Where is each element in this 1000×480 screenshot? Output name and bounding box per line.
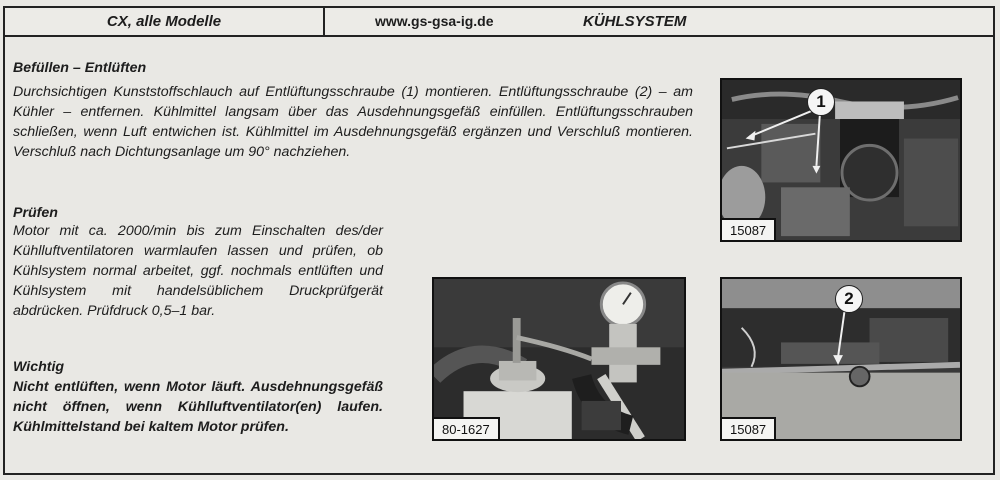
important-text: Nicht entlüften, wenn Motor läuft. Ausdehnungsgefäß nicht öffnen, wenn Kühlluftventilator(en) laufen. Kühlmittelstand bei kaltem Motor prüfen. [13,379,383,435]
engine-photo-illustration [722,80,960,240]
radiator-bleed-screw-photo [720,277,962,441]
fill-text: Durchsichtigen Kunststoffschlauch auf Entlüftungsschraube (1) montieren. Entlüftungsschraube (2) – am Kühler – entfernen. Kühlmittel langsam über das Ausdehnungsgefäß einfüllen. Entlüftungsschrauben schließen, wenn Luft entwichen ist. Kühlmittel im Ausdehnungsgefäß ergänzen und Verschluß montieren. Verschluß nach Dichtungsanlage um 90° nachziehen. [13,84,693,160]
photo-number-label: 80-1627 [434,417,500,439]
photo-number-label: 15087 [722,417,776,439]
check-text: Motor mit ca. 2000/min bis zum Einschalten des/der Kühlluftventilatoren warmlaufen lassen und prüfen, ob Kühlsystem normal arbeitet, ggf. nochmals entlüften und Kühlsystem mit handelsüblichem Druckprüfgerät abdrücken. Prüfdruck 0,5–1 bar. [13,223,383,319]
check-heading: Prüfen [13,205,58,221]
callout-1: 1 [807,88,835,116]
photo-number-label: 15087 [722,218,776,240]
pressure-tester-photo [432,277,686,441]
callout-2: 2 [835,285,863,313]
pressure-tester-illustration [434,279,684,439]
fill-heading: Befüllen – Entlüften [13,60,147,76]
engine-bleed-screw-photo [720,78,962,242]
important-heading: Wichtig [13,359,65,375]
page-header [3,6,995,37]
model-label: CX, alle Modelle [5,8,325,35]
website-label: www.gs-gsa-ig.de [375,13,494,29]
section-title: KÜHLSYSTEM [583,13,687,30]
